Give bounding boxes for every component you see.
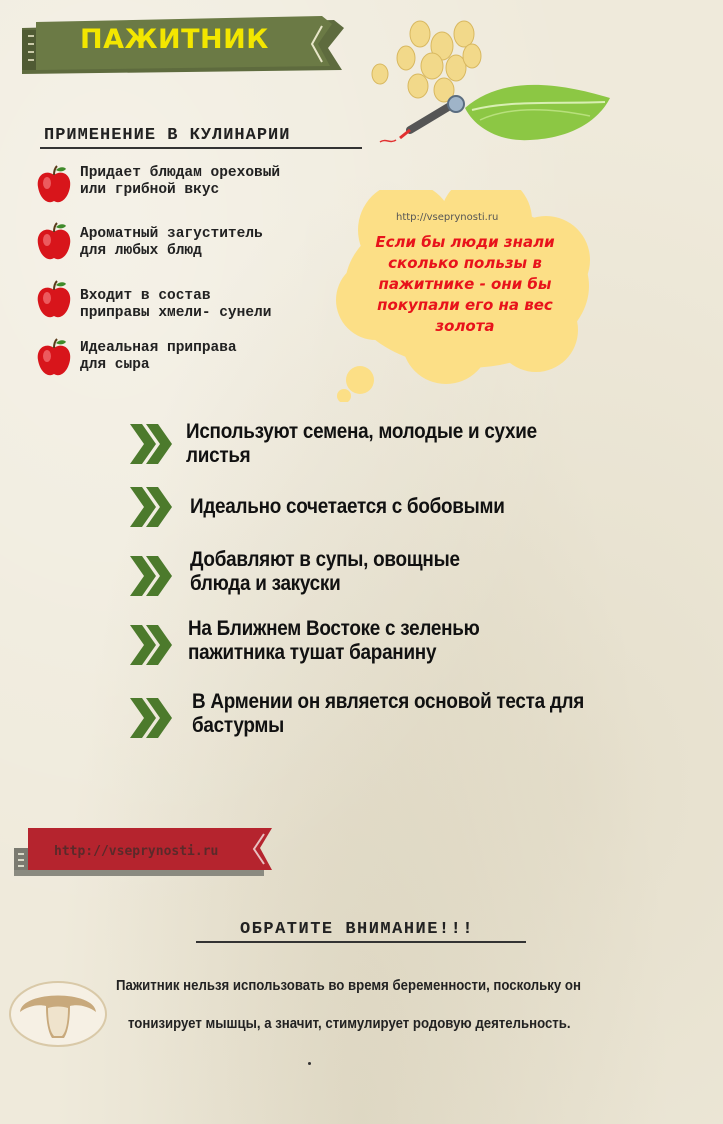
- list-item-text: Ароматный загуститель для любых блюд: [80, 226, 263, 259]
- chevron-double-icon: [130, 556, 174, 596]
- fact-text: Используют семена, молодые и сухие листья: [186, 420, 537, 467]
- culinary-heading: ПРИМЕНЕНИЕ В КУЛИНАРИИ: [44, 126, 291, 145]
- list-item: [36, 165, 346, 209]
- fact-text: Идеально сочетается с бобовыми: [190, 495, 505, 518]
- apple-icon: [36, 165, 72, 205]
- chevron-double-icon: [130, 698, 174, 738]
- fact-text: Добавляют в супы, овощные блюда и закуски: [190, 548, 460, 595]
- fact-text: На Ближнем Востоке с зеленью пажитника тушат баранину: [188, 617, 480, 664]
- chevron-double-icon: [130, 487, 174, 527]
- cloud-url-text: http://vseprynosti.ru: [396, 212, 499, 223]
- attention-heading: ОБРАТИТЕ ВНИМАНИЕ!!!: [240, 920, 475, 939]
- apple-icon: [36, 280, 72, 320]
- decorative-dot: [308, 1062, 311, 1065]
- warning-text-line-2: тонизирует мышцы, а значит, стимулирует родовую деятельность.: [128, 1015, 571, 1032]
- list-item: [36, 280, 346, 324]
- quote-text: Если бы люди знали сколько пользы в пажитнике - они бы покупали его на вес золота: [375, 233, 555, 335]
- heading-underline: [196, 941, 526, 943]
- chevron-double-icon: [130, 625, 174, 665]
- warning-text-line-1: Пажитник нельзя использовать во время беременности, поскольку он: [116, 977, 581, 994]
- heading-underline: [40, 147, 362, 149]
- list-item: [36, 338, 346, 382]
- chevron-double-icon: [130, 424, 174, 464]
- ribbon-url-text: http://vseprynosti.ru: [54, 844, 219, 859]
- list-item: [36, 222, 346, 266]
- list-item-text: Входит в состав приправы хмели- сунели: [80, 288, 272, 321]
- fact-text: В Армении он является основой теста для бастурмы: [192, 690, 585, 737]
- page-title: ПАЖИТНИК: [80, 24, 269, 55]
- mushroom-slice-illustration: [8, 976, 108, 1048]
- list-item-text: Придает блюдам ореховый или грибной вкус: [80, 165, 281, 198]
- seeds-and-leaf-illustration: [360, 8, 615, 158]
- apple-icon: [36, 338, 72, 378]
- list-item-text: Идеальная приправа для сыра: [80, 340, 237, 373]
- apple-icon: [36, 222, 72, 262]
